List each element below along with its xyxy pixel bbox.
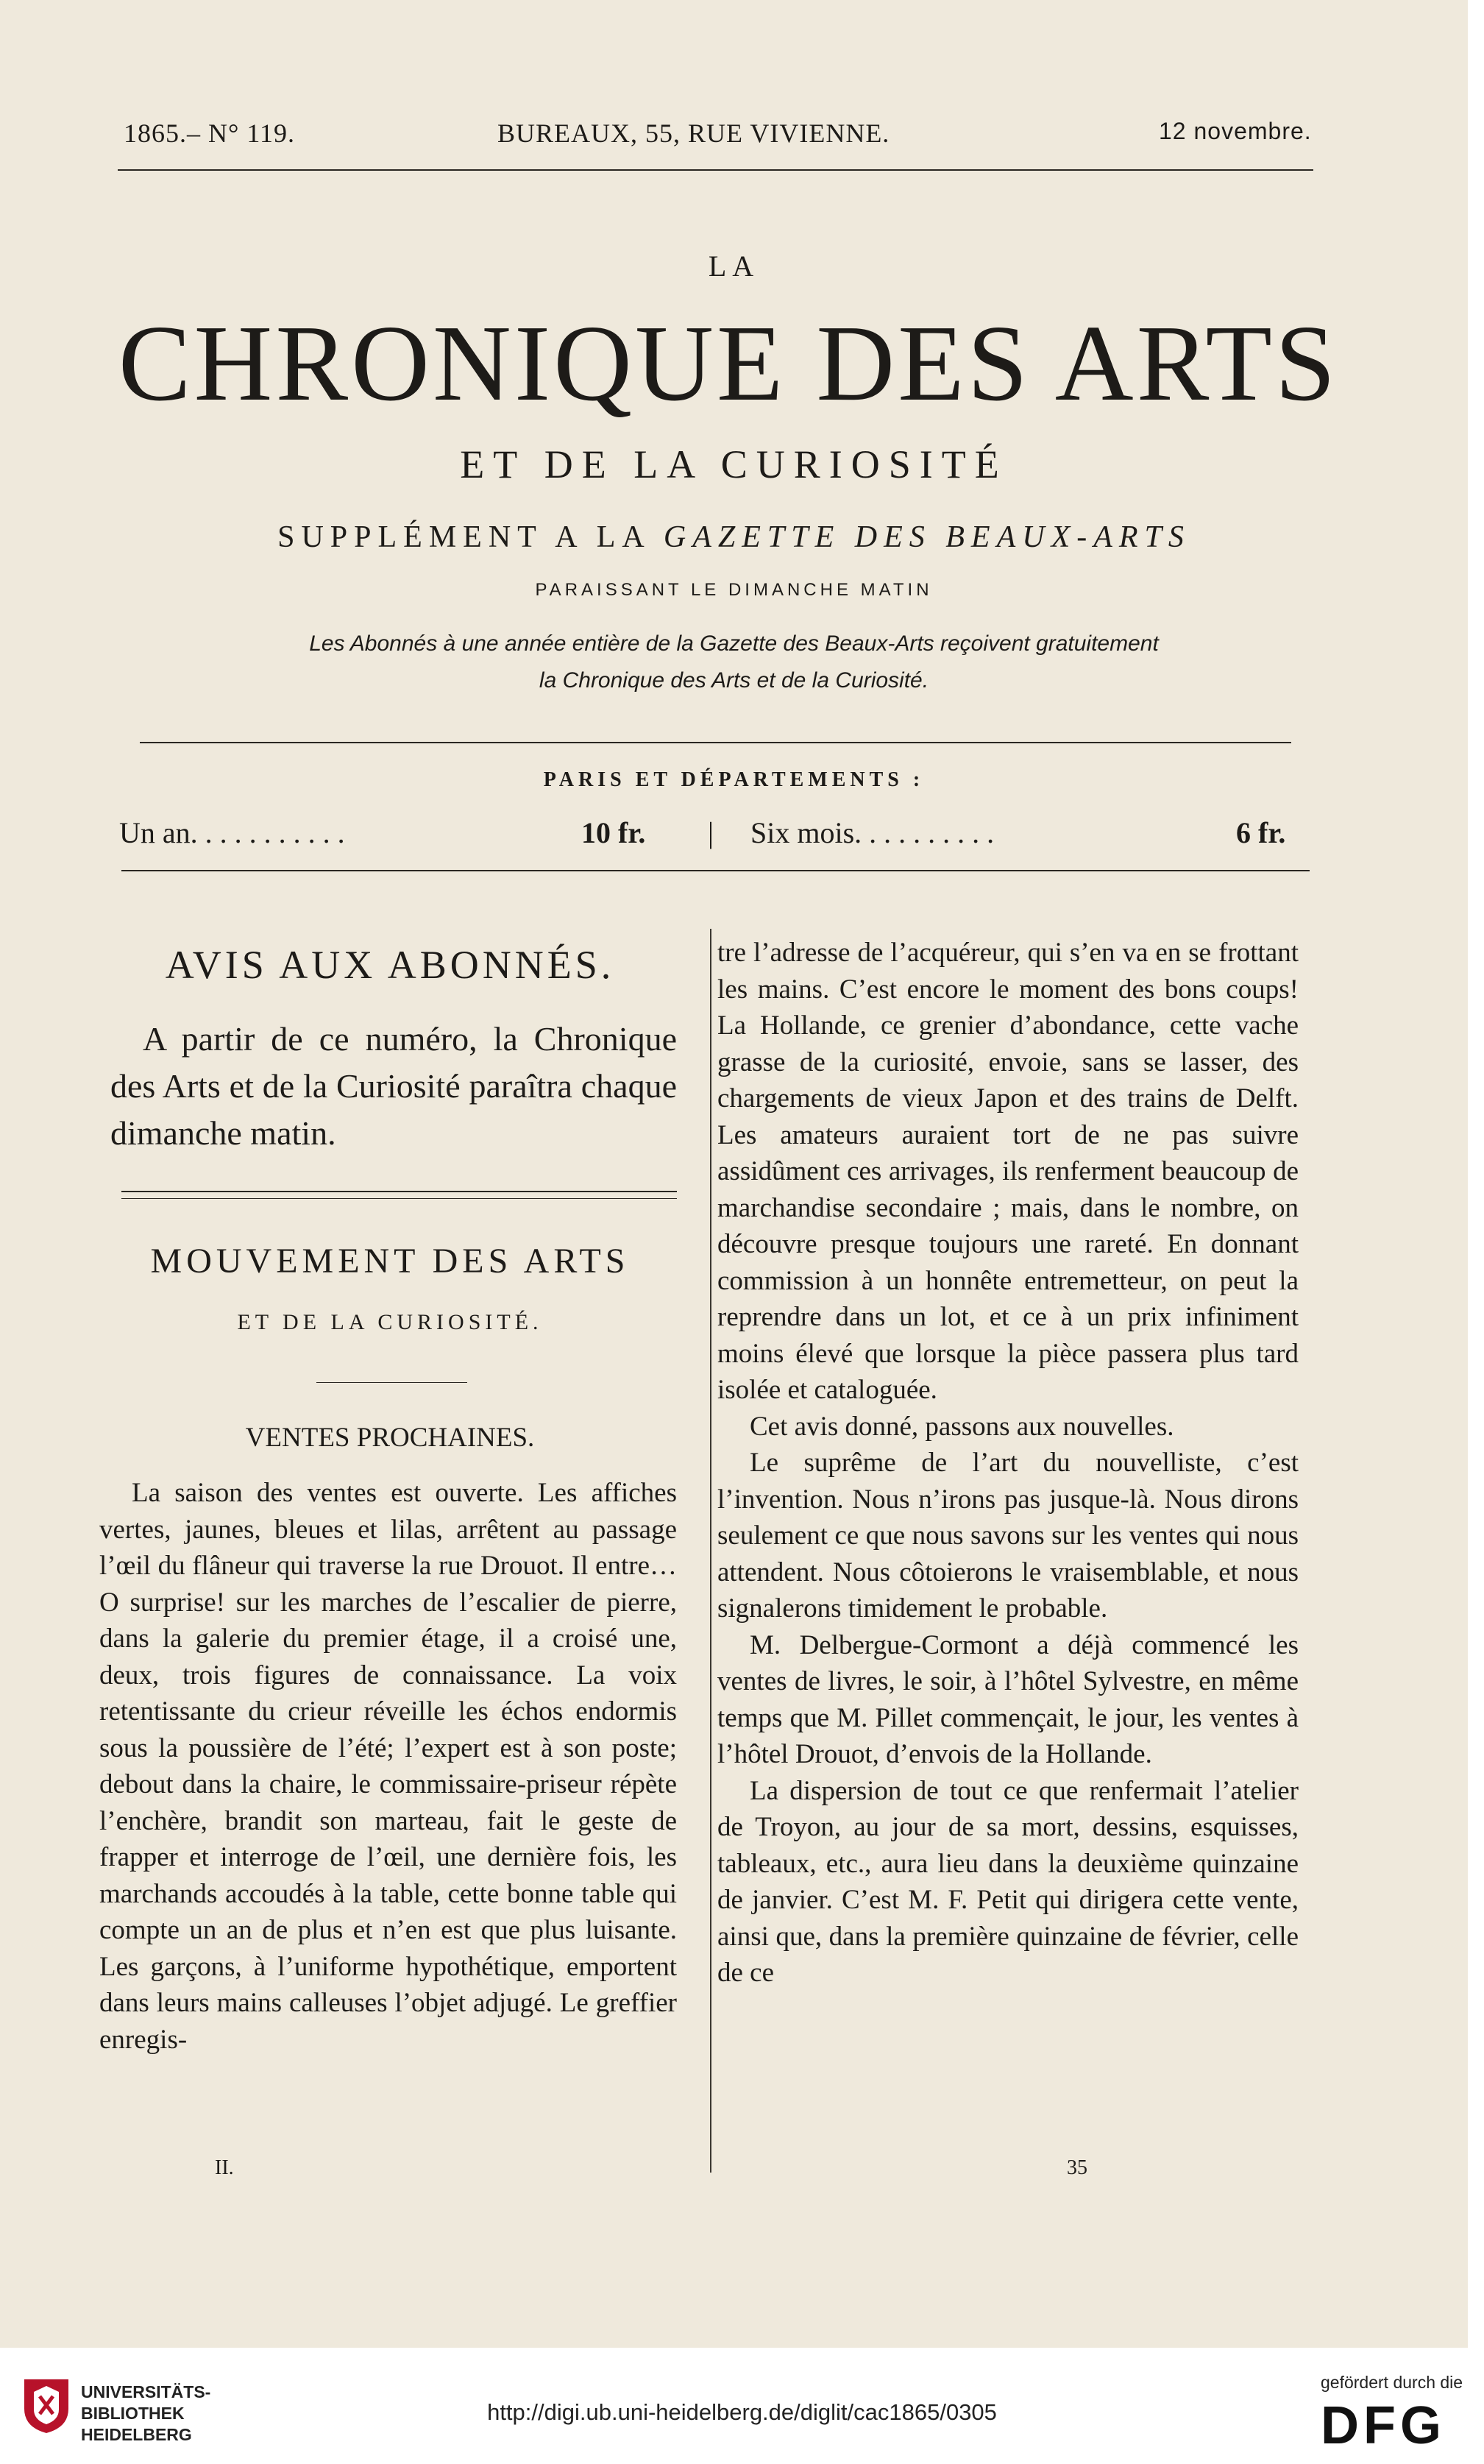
supplement-gazette: GAZETTE DES BEAUX-ARTS — [663, 520, 1190, 554]
issue-number: 1865.– N° 119. — [124, 118, 296, 148]
right-paragraph-1: tre l’adresse de l’acquéreur, qui s’en va en se frottant les mains. C’est encore le moment des bons coups! La Hollande, ce grenier d’abondance, cette vache grasse de la curiosité, envoie, sans se lasser, des chargements de vieux Japon et des trains de Delft. Les amateurs auraient tort de ne pas suivre assidûment ces arrivages, ils renferment beaucoup de marchandise secondaire ; mais, dans le nombre, on découvre presque toujours une rareté. En donnant commission à un honnête entremetteur, on peut la reprendre dans un lot, et ce à un prix infiniment moins élevé que lorsque la pièce passera plus tard isolée et cataloguée. — [717, 938, 1299, 1405]
subscriber-note-line1: Les Abonnés à une année entière de la Gazette des Beaux-Arts reçoivent gratuitement — [309, 631, 1159, 656]
source-url-link[interactable]: http://digi.ub.uni-heidelberg.de/diglit/cac1865/0305 — [487, 2399, 997, 2425]
bureaux-address: BUREAUX, 55, RUE VIVIENNE. — [497, 118, 890, 148]
library-line-3: HEIDELBERG — [81, 2425, 192, 2444]
paraissant-line: PARAISSANT LE DIMANCHE MATIN — [535, 580, 933, 600]
masthead-rule — [140, 742, 1291, 743]
price-separator: | — [708, 816, 714, 849]
right-paragraph-2: Cet avis donné, passons aux nouvelles. — [750, 1411, 1174, 1442]
mouvement-heading: MOUVEMENT DES ARTS — [150, 1242, 630, 1281]
price-half-label: Six mois. . . . . . . . . . — [750, 816, 995, 849]
dfg-logo: DFG — [1321, 2396, 1446, 2455]
right-paragraph-4: M. Delbergue-Cormont a déjà commencé les ventes de livres, le soir, à l’hôtel Sylvestre, en même temps que M. Pillet commençait, le jour, les ventes à l’hôtel Drouot, d’envois de la Hollande. — [717, 1629, 1299, 1769]
masthead-title: CHRONIQUE DES ARTS — [118, 303, 1339, 424]
right-paragraph-5: La dispersion de tout ce que renfermait l’atelier de Troyon, au jour de sa mort, dessins, esquisses, tableaux, etc., aura lieu dans la deuxième quinzaine de janvier. C’est M. F. Petit qui dirigera cette vente, ainsi que, dans la première quinzaine de février, celle de ce — [717, 1775, 1299, 1988]
column-divider — [710, 929, 711, 2173]
avis-heading: AVIS AUX ABONNÉS. — [165, 943, 615, 987]
mouvement-subheading: ET DE LA CURIOSITÉ. — [237, 1310, 543, 1334]
price-year-value: 10 fr. — [581, 816, 646, 849]
library-line-1: UNIVERSITÄTS- — [81, 2382, 211, 2401]
masthead-subtitle: ET DE LA CURIOSITÉ — [460, 442, 1008, 486]
funder-text: gefördert durch die — [1321, 2373, 1463, 2392]
page-number: 35 — [1067, 2156, 1087, 2179]
subscription-rule — [121, 870, 1310, 871]
avis-text: A partir de ce numéro, la Chronique des Arts et de la Curiosité paraîtra chaque dimanche matin. — [110, 1020, 677, 1152]
subscription-heading: PARIS ET DÉPARTEMENTS : — [543, 768, 925, 791]
left-article-text — [99, 1475, 677, 2058]
ventes-heading: VENTES PROCHAINES. — [245, 1423, 535, 1453]
price-year-label: Un an. . . . . . . . . . . — [119, 816, 345, 849]
left-paragraph-1: La saison des ventes est ouverte. Les affiches vertes, jaunes, bleues et lilas, arrêtent au passage l’œil du flâneur qui traverse la rue Drouot. Il entre… O surprise! sur les marches de l’escalier de pierre, dans la galerie du premier étage, il a croisé une, deux, trois figures de connaissance. La voix retentissante du crieur réveille les échos endormis sous la poussière de l’été; l’expert est à son poste; debout dans la chaire, le commissaire-priseur répète l’enchère, brandit son marteau, fait le geste de frapper et interroge de l’œil, une dernière fois, les marchands accoudés à la table, cette bonne table qui compte un an de plus et n’en est que plus luisante. Les garçons, à l’uniforme hypothétique, emportent dans leurs mains calleuses l’objet adjugé. Le greffier enregis- — [99, 1478, 677, 2055]
subscriber-note-line2: la Chronique des Arts et de la Curiosité. — [539, 668, 929, 693]
masthead-article: LA — [708, 249, 760, 283]
right-article-text — [717, 935, 1299, 1992]
price-half-value: 6 fr. — [1236, 816, 1286, 849]
avis-rule-bottom — [121, 1198, 677, 1199]
right-paragraph-3: Le suprême de l’art du nouvelliste, c’est l’invention. Nous n’irons pas jusque-là. Nous dirons seulement ce que nous savons sur les ventes qui nous attendent. Nous côtoierons le vraisemblable, et nous signalerons timidement le probable. — [717, 1448, 1299, 1624]
header-rule — [118, 169, 1313, 171]
avis-rule-top — [121, 1191, 677, 1192]
short-rule — [316, 1382, 467, 1383]
supplement-prefix: SUPPLÉMENT A LA — [277, 520, 650, 554]
issue-date: 12 novembre. — [1159, 118, 1312, 144]
library-line-2: BIBLIOTHEK — [81, 2404, 185, 2423]
signature-mark: II. — [215, 2156, 234, 2179]
supplement-line — [0, 520, 1468, 555]
